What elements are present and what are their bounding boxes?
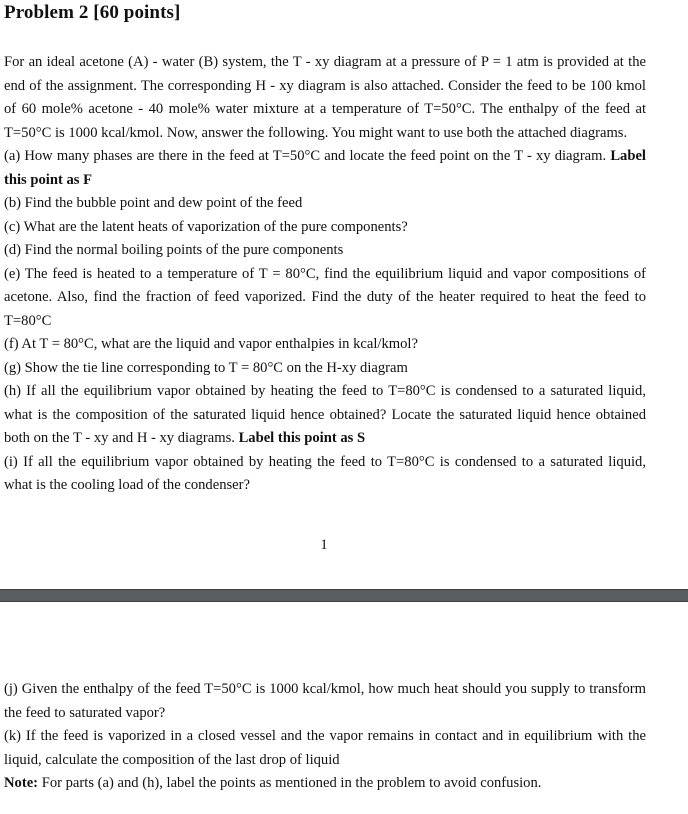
problem-body <box>4 51 646 498</box>
question-a <box>4 145 646 192</box>
question-k: (k) If the feed is vaporized in a closed vessel and the vapor remains in contact and in equilibrium with the liquid, calculate the composition of the last drop of liquid <box>4 728 646 768</box>
question-a-text: (a) How many phases are there in the feed at T=50°C and locate the feed point on the T - xy diagram. <box>4 148 607 164</box>
note-text: For parts (a) and (h), label the points as mentioned in the problem to avoid confusion. <box>41 775 542 791</box>
question-j: (j) Given the enthalpy of the feed T=50°C is 1000 kcal/kmol, how much heat should you supply to transform the feed to saturated vapor? <box>4 681 646 721</box>
question-c: (c) What are the latent heats of vaporization of the pure components? <box>4 218 408 235</box>
question-h-text: (h) If all the equilibrium vapor obtained by heating the feed to T=80°C is condensed to a saturated liquid, what is the composition of the saturated liquid hence obtained? Locate the saturated liquid hence obtained both on the T - xy and H - xy diagrams. <box>4 383 646 446</box>
problem-title: Problem 2 [60 points] <box>4 2 181 23</box>
question-g: (g) Show the tie line corresponding to T = 80°C on the H-xy diagram <box>4 359 408 376</box>
question-a-label: Label this point as F <box>4 148 646 188</box>
document-page-2 <box>0 602 688 814</box>
question-h-label: Label this point as S <box>238 430 366 446</box>
question-e: (e) The feed is heated to a temperature of T = 80°C, find the equilibrium liquid and vapor compositions of acetone. Also, find the fraction of feed vaporized. Find the duty of the heater required to heat the feed to T=80°C <box>4 265 646 329</box>
question-i: (i) If all the equilibrium vapor obtained by heating the feed to T=80°C is condensed to a saturated liquid, what is the cooling load of the condenser? <box>4 453 646 493</box>
question-d: (d) Find the normal boiling points of the pure components <box>4 242 344 258</box>
question-f: (f) At T = 80°C, what are the liquid and vapor enthalpies in kcal/kmol? <box>4 336 418 352</box>
problem-intro: For an ideal acetone (A) - water (B) system, the T - xy diagram at a pressure of P = 1 atm is provided at the end of the assignment. The corresponding H - xy diagram is also attached. Consider the feed to be 100 kmol of 60 mole% acetone - 40 mole% water mixture at a temperature of T=50°C. The enthalpy of the feed at T=50°C is 1000 kcal/kmol. Now, answer the following. You might want to use both the attached diagrams. <box>4 54 646 141</box>
note <box>4 772 646 796</box>
note-label: Note: <box>4 775 39 791</box>
page-separator <box>0 589 688 602</box>
page-number: 1 <box>320 537 328 553</box>
question-h <box>4 380 646 451</box>
problem-body-continued <box>4 678 646 796</box>
question-b: (b) Find the bubble point and dew point of the feed <box>4 195 303 211</box>
